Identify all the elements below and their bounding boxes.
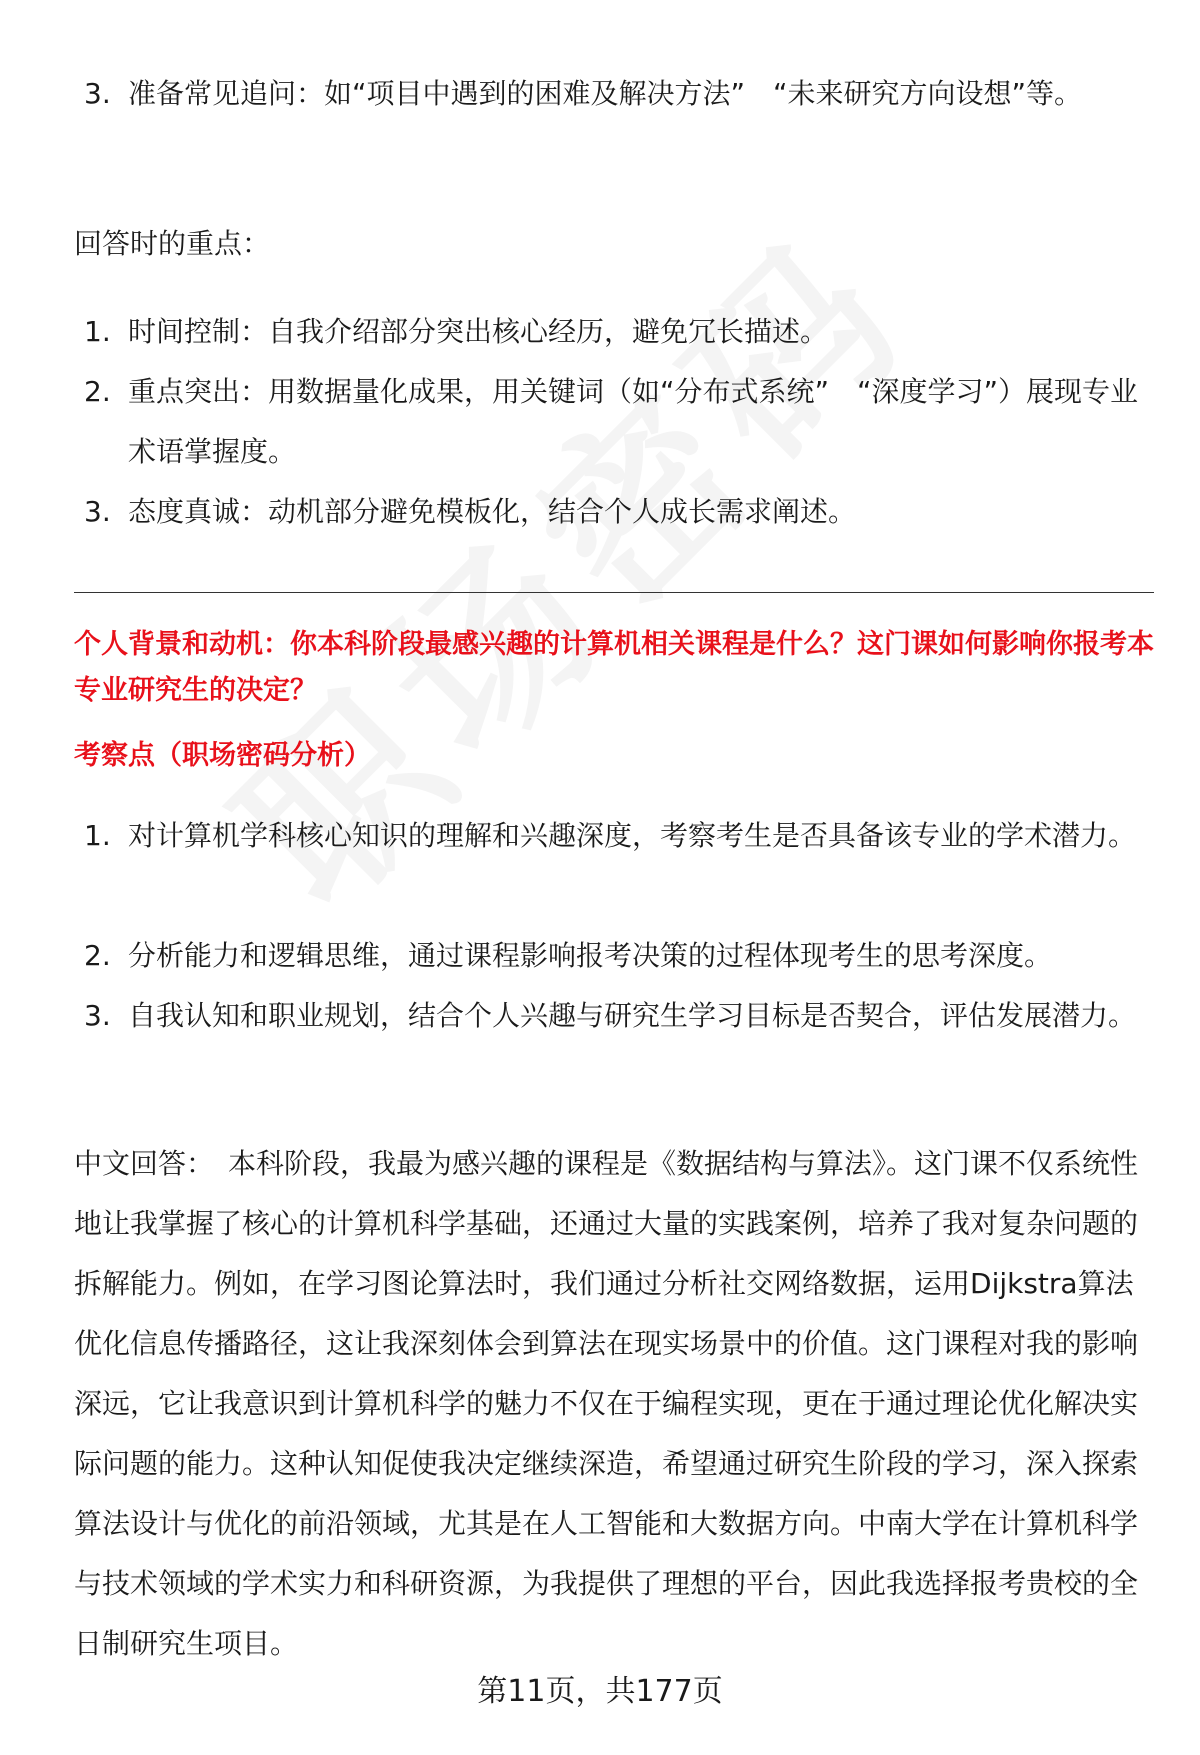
focus-intro: 回答时的重点： (74, 227, 271, 260)
list-number: 2. (84, 375, 111, 408)
list-text: 态度真诚：动机部分避免模板化，结合个人成长需求阐述。 (128, 495, 857, 528)
list-number: 1. (84, 819, 111, 852)
points-heading: 考察点（职场密码分析） (74, 740, 371, 771)
section-divider (74, 592, 1154, 593)
page-footer: 第11页，共177页 (477, 1674, 723, 1709)
list-text: 分析能力和逻辑思维，通过课程影响报考决策的过程体现考生的思考深度。 (128, 939, 1053, 972)
question-heading: 个人背景和动机：你本科阶段最感兴趣的计算机相关课程是什么？这门课如何影响你报考本专业研究生的决定？ (74, 629, 1154, 706)
answer-paragraph: 中文回答： 本科阶段，我最为感兴趣的课程是《数据结构与算法》。这门课不仅系统性地让我掌握了核心的计算机科学基础，还通过大量的实践案例，培养了我对复杂问题的拆解能力。例如，在学习图论算法时，我们通过分析社交网络数据，运用Dijkstra算法优化信息传播路径，这让我深刻体会到算法在现实场景中的价值。这门课程对我的影响深远，它让我意识到计算机科学的魅力不仅在于编程实现，更在于通过理论优化解决实际问题的能力。这种认知促使我决定继续深造，希望通过研究生阶段的学习，深入探索算法设计与优化的前沿领域，尤其是在人工智能和大数据方向。中南大学在计算机科学与技术领域的学术实力和科研资源，为我提供了理想的平台，因此我选择报考贵校的全日制研究生项目。 (74, 1147, 1139, 1660)
list-text: 对计算机学科核心知识的理解和兴趣深度，考察考生是否具备该专业的学术潜力。 (128, 819, 1137, 852)
list-number: 3. (84, 999, 111, 1032)
list-number: 3. (84, 495, 111, 528)
list-number: 3. (84, 77, 111, 110)
list-number: 1. (84, 315, 111, 348)
list-text: 自我认知和职业规划，结合个人兴趣与研究生学习目标是否契合，评估发展潜力。 (128, 999, 1137, 1032)
list-number: 2. (84, 939, 111, 972)
list-text: 重点突出：用数据量化成果，用关键词（如“分布式系统” “深度学习”）展现专业术语掌握度。 (128, 375, 1139, 468)
list-text: 时间控制：自我介绍部分突出核心经历，避免冗长描述。 (128, 315, 829, 348)
list-text: 准备常见追问：如“项目中遇到的困难及解决方法” “未来研究方向设想”等。 (128, 77, 1083, 110)
